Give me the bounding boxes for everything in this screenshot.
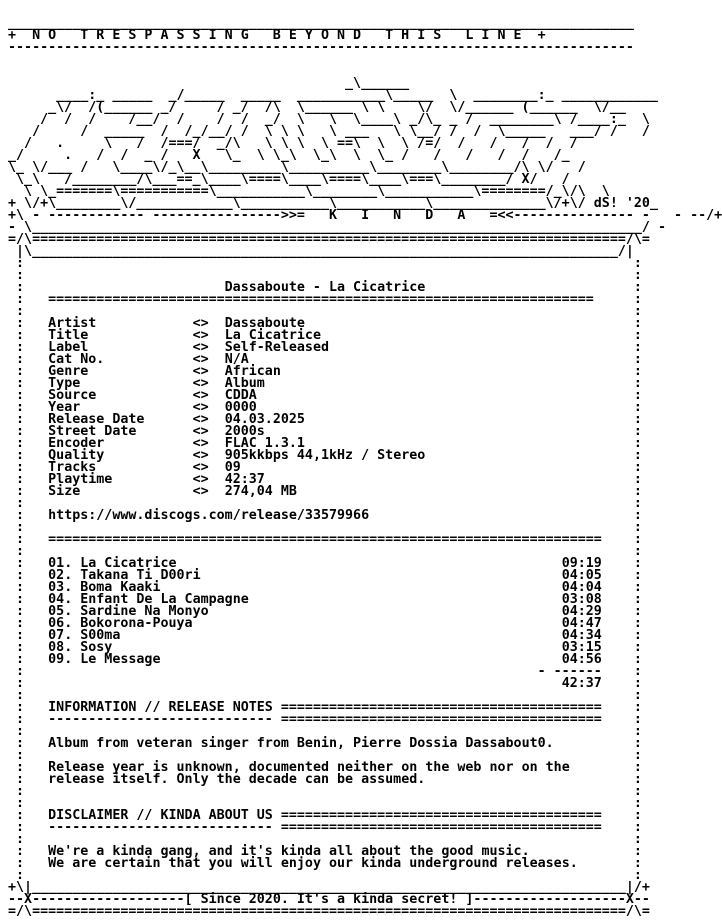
info-paragraph-line: Album from veteran singer from Benin, Pierre Dossia Dassabout0. [48,736,554,751]
disclaimer-line: We're a kinda gang, and it's kinda all about the good music. [48,844,530,859]
disclaimer-heading: DISCLAIMER // KINDA ABOUT US [48,808,273,823]
nfo-text: ______________________________________________________________________________ + N O T R E S P A S S I N G B E Y O N D T H I S L I N E + ------------------------------------------------------------------------------ _\______ ____:_ _____ _/_____ _____ ___________\_____ \ ________:_ ____________ _\/ /(______ _/ / _/ /\ \______ \ \ \/ \/______ (______ \/__ / / / /__/ / / / _/ \ \ \____\ _/\_ _ / ________\ /____:_ \ / / _____ / /_/__/ / \ \ \ \ ___ \ \__/ / / \_____ ___/ / / / . \ / /===/ _/\ \ \ \ \ ==\ \ \ /=/ / / / / / _/ . / / _ / X \_ \ \_\ \_\ \ \_ / / / / / /_ \_ \/___ / \____\/_\__\_________\__________\________\________/\ \/ / \_\ /________/\___==_\____\====\____\====\____\===\________/ X/ / \ \_=======\===========\___________\________\___________\========/_\/\ \ + \/+\________\/____________\___________\___________\______________\/+\/ dS! '20_ +\ - ------------ ---------------->>= K I N D A =<<--------------- - - --/+ - \____________________________________________________________________________/ - =/\==========================================================================/\= |\_________________________________________________________________________/| : : : : : Dassaboute - La Cicatrice : : ==================================================================== : : : : Artist <> Dassaboute : : Title <> La Cicatrice : : Label <> Self-Released : : Cat No. <> N/A : : Genre <> African : : Type <> Album : : Source <> CDDA : : Year <> 0000 : : Release Date <> 04.03.2025 : : Street Date <> 2000s : : Encoder <> FLAC 1.3.1 : : Quality <> 905kkbps 44,1kHz / Stereo : : Tracks <> 09 : : Playtime <> 42:37 : : Size <> 274,04 MB : : : : https://www.discogs.com/release/33579966 : : : : ===================================================================== : : : : 01. La Cicatrice 09:19 : : 02. Takana Ti D00ri 04:05 : : 03. Boma Kaaki 04:04 : : 04. Enfant De La Campagne 03:08 : : 05. Sardine Na Monyo 04:29 : : 06. Bokorona-Pouya 04:47 : : 07. S00ma 04:34 : : 08. Sosy 03:15 : : 09. Le Message 04:56 : : - ------ : : 42:37 : : : : INFORMATION // RELEASE NOTES ======================================== : : ---------------------------- ======================================== : : : : Album from veteran singer from Benin, Pierre Dossia Dassabout0. : : : : Release year is unknown, documented neither on the web nor on the : : release itself. Only the decade can be assumed. : : : : : : DISCLAIMER // KINDA ABOUT US ======================================== : : ---------------------------- ======================================== : : : : We're a kinda gang, and it's kinda all about the good music. : : We are certain that you will enjoy our kinda underground releases. : : : +\|__________________________________________________________________________|/+ --X-------------------[ Since 2020. It's a kinda secret! ]-------------------X-- =/\==========================================================================/\= [8,16,722,919]
release-url: https://www.discogs.com/release/33579966 [48,508,370,523]
group-tag: K I N D A [328,208,466,223]
detail-key: Encoder [48,436,193,451]
detail-key: Quality [48,448,193,463]
detail-value: Dassaboute [224,316,305,331]
footer-text: [ Since 2020. It's a kinda secret! ] [184,892,474,907]
detail-value: 0000 [224,400,257,415]
detail-value: CDDA [224,388,257,403]
detail-value: La Cicatrice [224,328,321,343]
detail-value: N/A [224,352,249,367]
detail-value: 09 [224,460,241,475]
detail-value: 04.03.2025 [224,412,305,427]
logo-signature: dS! '20 [593,196,650,211]
info-paragraph-line: Release year is unknown, documented neither on the web nor on the [48,760,570,775]
track-time: 03:15 [561,640,602,655]
header-banner: + N O T R E S P A S S I N G B E Y O N D T H I S L I N E + [8,28,546,43]
track-time: 04:29 [561,604,602,619]
detail-value: 905kkbps 44,1kHz / Stereo [224,448,426,463]
detail-value: 42:37 [224,472,265,487]
logo-art-line: / / _____ / /_/__/ / \ \ \ \ ___ \ \__/ / / \_____ ___/ / / [8,124,650,139]
track-title: 01. La Cicatrice [48,556,562,571]
info-paragraph-line: release itself. Only the decade can be assumed. [48,772,426,787]
detail-value: African [224,364,281,379]
track-title: 05. Sardine Na Monyo [48,604,562,619]
detail-key: Playtime [48,472,193,487]
total-time: 42:37 [561,676,602,691]
detail-value: 274,04 MB [224,484,297,499]
logo-art-line: _/ . / / _ / X \_ \ \_\ \_\ \ \_ / / / / / /_ [8,148,570,163]
logo-art-line: _\______ [8,76,410,91]
detail-key: Title [48,328,193,343]
track-title: 07. S00ma [48,628,562,643]
logo-art-line: \_\ /________/\___==_\____\====\____\====\____\===\________/ X/ / [8,172,570,187]
detail-key: Year [48,400,193,415]
detail-key: Size [48,484,193,499]
track-time: 04:34 [561,628,602,643]
detail-key: Release Date [48,412,193,427]
detail-key: Street Date [48,424,193,439]
detail-value: FLAC 1.3.1 [224,436,305,451]
logo-art-line: \ \_=======\===========\___________\________\___________\========/_\/\ \ [8,184,610,199]
track-title: 04. Enfant De La Campagne [48,592,562,607]
track-time: 09:19 [561,556,602,571]
track-time: 03:08 [561,592,602,607]
detail-key: Source [48,388,193,403]
release-title: Dassaboute - La Cicatrice [32,280,626,295]
track-time: 04:04 [561,580,602,595]
info-heading: INFORMATION // RELEASE NOTES [48,700,273,715]
detail-key: Label [48,340,193,355]
logo-art-line: ____:_ _____ _/_____ _____ ___________\_____ \ ________:_ ____________ [8,88,658,103]
track-title: 09. Le Message [48,652,562,667]
track-title: 02. Takana Ti D00ri [48,568,562,583]
track-title: 08. Sosy [48,640,562,655]
detail-key: Cat No. [48,352,193,367]
disclaimer-line: We are certain that you will enjoy our kinda underground releases. [48,856,578,871]
track-time: 04:05 [561,568,602,583]
logo-art-line: \_ \/___ / \____\/_\__\_________\__________\________\________/\ \/ / [8,160,586,175]
logo-art-line: / . \ / /===/ _/\ \ \ \ \ ==\ \ \ /=/ / / / / / [8,136,578,151]
detail-value: 2000s [224,424,265,439]
logo-art-line: / / / /__/ / / / _/ \ \ \____\ _/\_ _ / ________\ /____:_ \ [8,112,650,127]
track-time: 04:56 [561,652,602,667]
detail-value: Self-Released [224,340,330,355]
detail-key: Artist [48,316,193,331]
track-time: 04:47 [561,616,602,631]
detail-value: Album [224,376,265,391]
detail-key: Tracks [48,460,193,475]
detail-key: Genre [48,364,193,379]
detail-key: Type [48,376,193,391]
track-title: 06. Bokorona-Pouya [48,616,562,631]
track-title: 03. Boma Kaaki [48,580,562,595]
logo-art-line: _\/ /(______ _/ / _/ /\ \______ \ \ \/ \/______ (______ \/__ [8,100,626,115]
